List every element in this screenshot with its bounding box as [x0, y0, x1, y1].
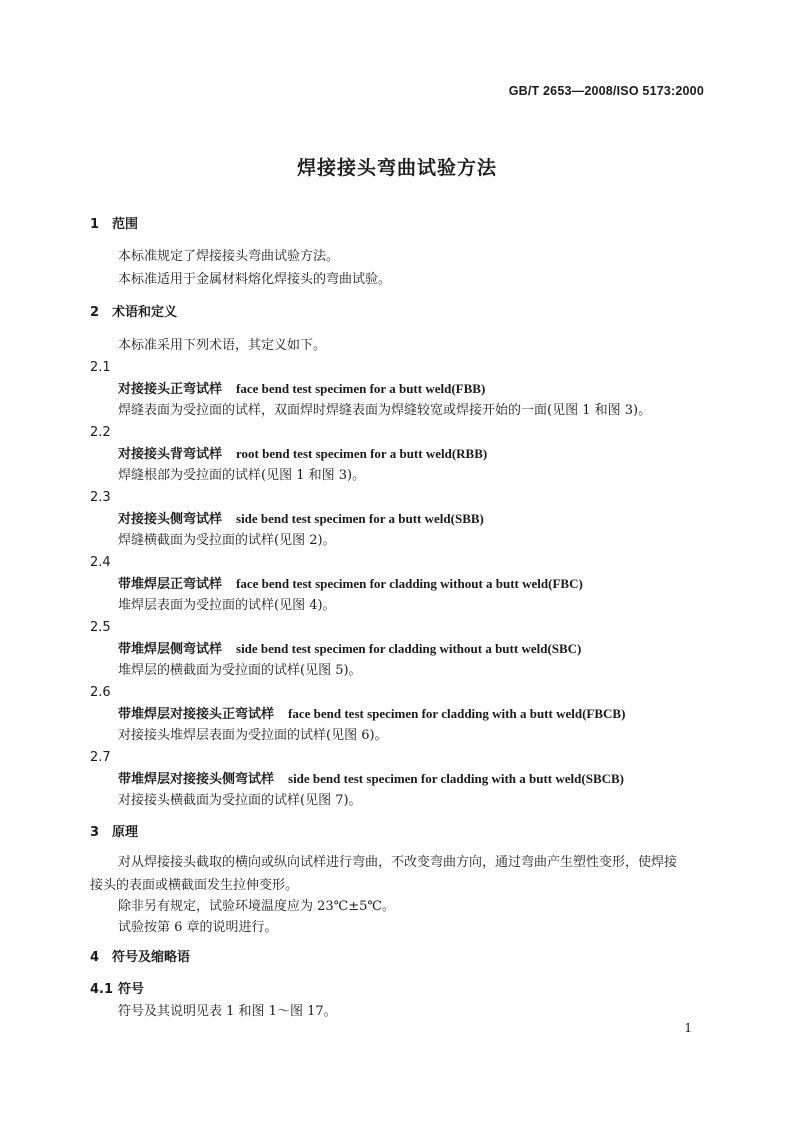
- term-definition: 焊缝根部为受拉面的试样(见图 1 和图 3)。: [118, 468, 366, 483]
- term-chinese: 带堆焊层对接接头正弯试样: [118, 707, 275, 722]
- section-2-heading: [90, 304, 177, 322]
- paragraph: 对从焊接接头截取的横向或纵向试样进行弯曲，不改变弯曲方向，通过弯曲产生塑性变形，使焊接: [118, 855, 678, 870]
- section-3-heading: [90, 824, 138, 842]
- term-definition: 焊缝横截面为受拉面的试样(见图 2)。: [118, 533, 336, 548]
- term-entry: [118, 510, 484, 529]
- paragraph: 本标准适用于金属材料熔化焊接头的弯曲试验。: [118, 272, 392, 287]
- term-entry: [118, 770, 624, 789]
- standard-code: GB/T 2653—2008/ISO 5173:2000: [508, 84, 704, 98]
- paragraph: 本标准采用下列术语，其定义如下。: [118, 338, 327, 353]
- clause-number: 2.3: [90, 490, 111, 505]
- page-number: 1: [684, 1021, 692, 1035]
- clause-number: 2.7: [90, 750, 111, 765]
- term-definition: 对接接头横截面为受拉面的试样(见图 7)。: [118, 793, 362, 808]
- clause-number: 2.6: [90, 685, 111, 700]
- term-chinese: 对接接头侧弯试样: [118, 512, 223, 527]
- term-english: side bend test specimen for a butt weld(SBB): [236, 511, 484, 526]
- section-1-heading: [90, 216, 138, 234]
- subsection-4-1-heading: [90, 981, 144, 999]
- term-entry: [118, 380, 485, 399]
- term-definition: 堆焊层表面为受拉面的试样(见图 4)。: [118, 598, 336, 613]
- document-title: 焊接接头弯曲试验方法: [296, 157, 497, 179]
- clause-number: 2.5: [90, 620, 111, 635]
- term-chinese: 对接接头正弯试样: [118, 382, 223, 397]
- term-english: side bend test specimen for cladding without a butt weld(SBC): [236, 641, 582, 656]
- term-definition: 堆焊层的横截面为受拉面的试样(见图 5)。: [118, 663, 362, 678]
- section-title: 原理: [112, 825, 139, 840]
- term-chinese: 对接接头背弯试样: [118, 447, 223, 462]
- section-title: 范围: [112, 217, 139, 232]
- term-english: side bend test specimen for cladding with a butt weld(SBCB): [288, 771, 624, 786]
- section-title: 符号及缩略语: [112, 950, 191, 965]
- paragraph: 试验按第 6 章的说明进行。: [118, 920, 278, 935]
- section-4-heading: [90, 949, 190, 967]
- section-number: 4: [90, 950, 100, 965]
- term-english: face bend test specimen for cladding without a butt weld(FBC): [236, 576, 583, 591]
- term-definition: 焊缝表面为受拉面的试样，双面焊时焊缝表面为焊缝较宽或焊接开始的一面(见图 1 和图 3)。: [118, 403, 652, 418]
- paragraph: 符号及其说明见表 1 和图 1～图 17。: [118, 1004, 337, 1019]
- term-entry: [118, 575, 583, 594]
- paragraph: 本标准规定了焊接接头弯曲试验方法。: [118, 249, 340, 264]
- term-chinese: 带堆焊层对接接头侧弯试样: [118, 772, 275, 787]
- clause-number: 2.2: [90, 425, 111, 440]
- term-entry: [118, 640, 581, 659]
- term-entry: [118, 705, 625, 724]
- term-english: face bend test specimen for cladding with a butt weld(FBCB): [288, 706, 626, 721]
- clause-number: 2.1: [90, 360, 111, 375]
- section-number: 2: [90, 305, 100, 320]
- paragraph-continuation: 接头的表面或横截面发生拉伸变形。: [90, 878, 299, 893]
- term-chinese: 带堆焊层正弯试样: [118, 577, 223, 592]
- term-definition: 对接接头堆焊层表面为受拉面的试样(见图 6)。: [118, 728, 388, 743]
- section-number: 3: [90, 825, 100, 840]
- term-chinese: 带堆焊层侧弯试样: [118, 642, 223, 657]
- term-english: face bend test specimen for a butt weld(FBB): [236, 381, 486, 396]
- subsection-title: 符号: [118, 982, 145, 997]
- subsection-number: 4.1: [90, 982, 114, 997]
- term-english: root bend test specimen for a butt weld(RBB): [236, 446, 488, 461]
- clause-number: 2.4: [90, 555, 111, 570]
- term-entry: [118, 445, 487, 464]
- section-number: 1: [90, 217, 100, 232]
- section-title: 术语和定义: [112, 305, 178, 320]
- paragraph: 除非另有规定，试验环境温度应为 23℃±5℃。: [118, 899, 395, 914]
